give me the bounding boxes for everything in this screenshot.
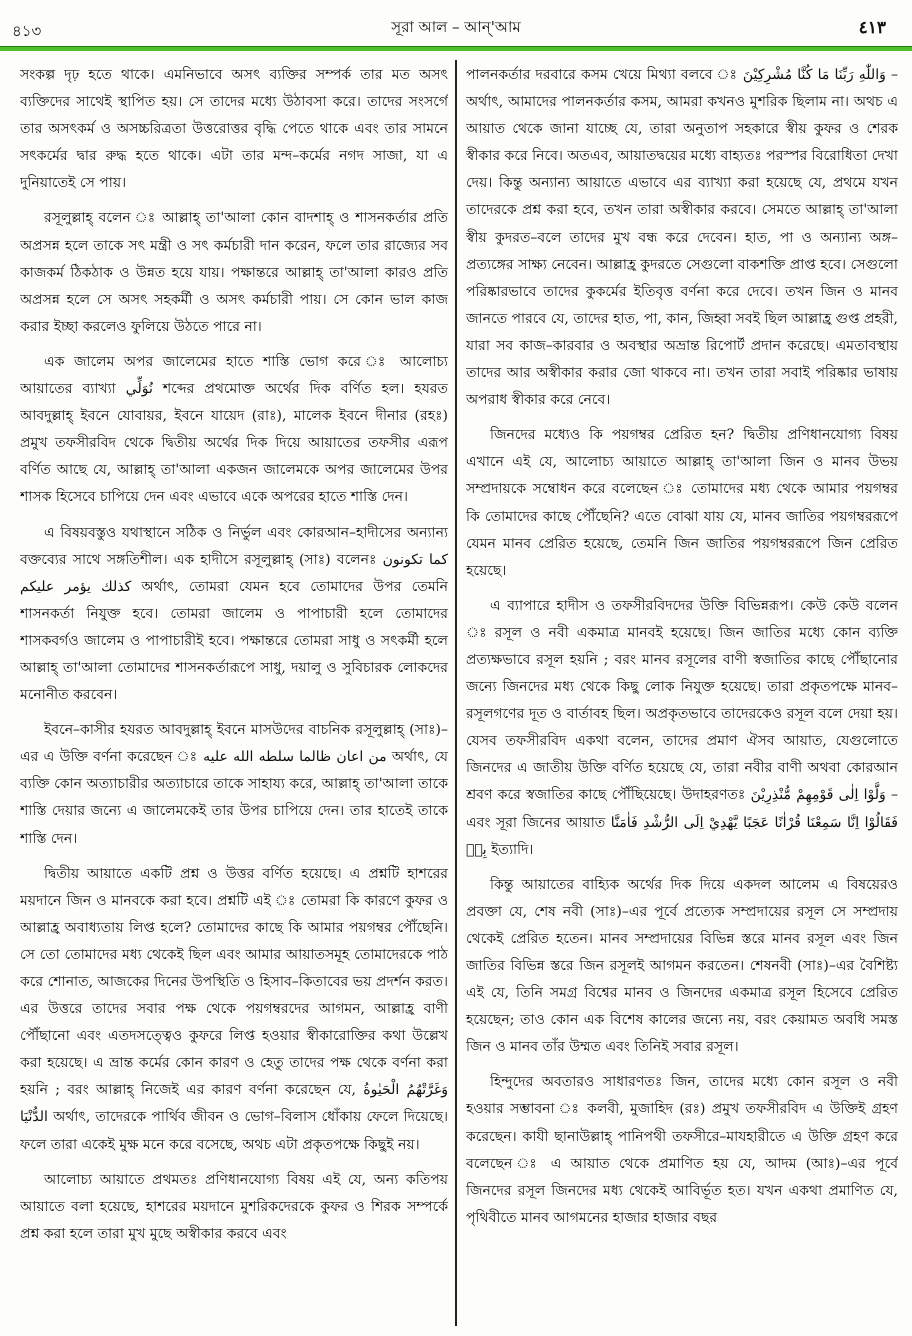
paragraph: কিন্তু আয়াতের বাহ্যিক অর্থের দিক দিয়ে একদল আলেম এ বিষয়েরও প্রবক্তা যে, শেষ নবী (সাঃ)–এর পূর্বে প্রত্যেক সম্প্রদায়ের রসূল সে সম্প্রদায় থেকেই প্রেরিত হতেন। মানব সম্প্রদায়ের বিভিন্ন স্তরে মানব রসূল এবং জিন জাতির বিভিন্ন স্তরে জিন রসূলই আগমন করতেন। শেষনবী (সাঃ)–এর বৈশিষ্ট্য এই যে, তিনি সমগ্র বিশ্বের মানব ও জিনদের একমাত্র রসূল হিসেবে প্রেরিত হয়েছেন; তাও কোন এক বিশেষ কালের জন্যে নয়, বরং কেয়ামত অবধি সমস্ত জিন ও মানব তাঁর উম্মত এবং তিনিই সবার রসূল। <box>466 876 898 1056</box>
paragraph: এ ব্যাপারে হাদীস ও তফসীরবিদদের উক্তি বিভিন্নরূপ। কেউ কেউ বলেন ঃ রসূল ও নবী একমাত্র মানবই হয়েছে। জিন জাতির মধ্যে কোন ব্যক্তি প্রত্যক্ষভাবে রসূল হয়নি ; বরং মানব রসূলের বাণী স্বজাতির কাছে পৌঁছানোর জন্যে জিনদের মধ্য থেকে কিছু লোক নিযুক্ত হয়েছে। তারা প্রকৃতপক্ষে মানব–রসূলগণের দূত ও বার্তাবহ ছিল। অপ্রকৃতভাবে তাদেরকেও রসূল বলে দেয়া হয়। যেসব তফসীরবিদ একথা বলেন, তাদের প্রমাণ ঐসব আয়াত, যেগুলোতে জিনদের এ জাতীয় উক্তি বর্ণিত হয়েছে যে, তারা নবীর বাণী অথবা কোরআন শ্রবণ করে স্বজাতির কাছে পৌঁছিয়েছে। উদাহরণতঃ وَلَّوْا اِلٰى قَوْمِهِمْ مُّنْذِرِيْنَ – এবং সূরা জিনের আয়াত فَقَالُوْا اِنَّا سَمِعْنَا قُرْاٰنًا عَجَبًا يَّهْدِيْ اِلَى الرُّشْدِ فَاٰمَنَّا بِهٖ ইত্যাদি। <box>466 597 898 858</box>
right-column <box>466 62 898 1330</box>
paragraph: এ বিষয়বস্তুও যথাস্থানে সঠিক ও নির্ভুল এবং কোরআন–হাদীসের অন্যান্য বক্তব্যের সাথে সঙ্গতিশীল। এক হাদীসে রসূলুল্লাহ্ (সাঃ) বলেনঃ كما تكونون كذلك يؤمر عليكم অর্থাৎ, তোমরা যেমন হবে তোমাদের উপর তেমনি শাসনকর্তা নিযুক্ত হবে। তোমরা জালেম ও পাপাচারী হলে তোমাদের শাসকবর্গও জালেম ও পাপাচারীই হবে। পক্ষান্তরে তোমরা সাধু ও সৎকর্মী হলে আল্লাহ্ তা'আলা তোমাদের শাসনকর্তারূপে সাধু, দয়ালু ও সুবিচারক লোকদের মনোনীত করবেন। <box>20 524 448 704</box>
paragraph: রসূলুল্লাহ্ বলেন ঃ আল্লাহ্ তা'আলা কোন বাদশাহ্ ও শাসনকর্তার প্রতি অপ্রসন্ন হলে তাকে সৎ মন্ত্রী ও সৎ কর্মচারী দান করেন, ফলে তার রাজ্যের সব কাজকর্ম ঠিকঠাক ও উন্নত হয়ে যায়। পক্ষান্তরে আল্লাহ্ তা'আলা কারও প্রতি অপ্রসন্ন হলে সে অসৎ সহকর্মী ও অসৎ কর্মচারী পায়। সে কোন ভাল কাজ করার ইচ্ছা করলেও ফুলিয়ে উঠতে পারে না। <box>20 210 448 335</box>
left-column <box>20 62 448 1330</box>
page-number-arabic: ٤١٣ <box>858 18 886 38</box>
paragraph: এক জালেম অপর জালেমের হাতে শাস্তি ভোগ করে ঃ আলোচ্য আয়াতের ব্যাখ্যা نُوَلِّي শব্দের প্রথমোক্ত অর্থের দিক বর্ণিত হল। হযরত আবদুল্লাহ্ ইবনে যোবায়র, ইবনে যায়েদ (রাঃ), মালেক ইবনে দীনার (রহঃ) প্রমুখ তফসীরবিদ থেকে দ্বিতীয় অর্থের দিক দিয়ে আয়াতের তফসীর এরূপ বর্ণিত আছে যে, আল্লাহ্ তা'আলা একজন জালেমকে অপর জালেমের উপর শাসক হিসেবে চাপিয়ে দেন এবং এভাবে একে অপরের হাতে শাস্তি দেন। <box>20 353 448 506</box>
paragraph: হিন্দুদের অবতারও সাধারণতঃ জিন, তাদের মধ্যে কোন রসূল ও নবী হওয়ার সম্ভাবনা ঃ কলবী, মুজাহিদ (রঃ) প্রমুখ তফসীরবিদ এ উক্তিই গ্রহণ করেছেন। কাযী ছানাউল্লাহ্ পানিপথী তফসীরে–মাযহারীতে এ উক্তি গ্রহণ করে বলেছেন ঃ এ আয়াত থেকে প্রমাণিত হয় যে, আদম (আঃ)–এর পূর্বে জিনদের রসূল জিনদের মধ্য থেকেই আবির্ভূত হত। যখন একথা প্রমাণিত যে, পৃথিবীতে মানব আগমনের হাজার হাজার বছর <box>466 1074 898 1226</box>
page-number-bengali: ৪১৩ <box>12 22 42 40</box>
paragraph: ইবনে–কাসীর হযরত আবদুল্লাহ্ ইবনে মাসউদের বাচনিক রসূলুল্লাহ্ (সাঃ)–এর এ উক্তি বর্ণনা করেছেন ঃ من اعان ظالما سلطه الله عليه অর্থাৎ, যে ব্যক্তি কোন অত্যাচারীর অত্যাচারে তাকে সাহায্য করে, আল্লাহ্ তা'আলা তাকে শাস্তি দেয়ার জন্যে এ জালেমকেই তার উপর চাপিয়ে দেন। তার হাতেই তাকে শাস্তি দেন। <box>20 722 448 847</box>
column-divider <box>455 60 457 1326</box>
running-title: সূরা আল – আন্'আম <box>391 18 521 36</box>
paragraph: আলোচ্য আয়াতে প্রথমতঃ প্রণিধানযোগ্য বিষয় এই যে, অন্য কতিপয় আয়াতে বলা হয়েছে, হাশরের ময়দানে মুশরিকদেরকে কুফর ও শিরক সম্পর্কে প্রশ্ন করা হলে তারা মুখ মুছে অস্বীকার করবে এবং <box>20 1171 448 1242</box>
paragraph: পালনকর্তার দরবারে কসম খেয়ে মিথ্যা বলবে ঃ وَاللّٰهِ رَبِّنَا مَا كُنَّا مُشْرِكِيْنَ – অর্থাৎ, আমাদের পালনকর্তার কসম, আমরা কখনও মুশরিক ছিলাম না। অথচ এ আয়াত থেকে জানা যাচ্ছে যে, তারা অনুতাপ সহকারে স্বীয় কুফর ও শেরক স্বীকার করে নিবে। অতএব, আয়াতদ্বয়ের মধ্যে বাহ্যতঃ পরস্পর বিরোধিতা দেখা দেয়। কিন্তু অন্যান্য আয়াতে এভাবে এর ব্যাখ্যা করা হয়েছে যে, প্রথমে যখন তাদেরকে প্রশ্ন করা হবে, তখন তারা অস্বীকার করবে। সেমতে আল্লাহ্ তা'আলা স্বীয় কুদরত–বলে তাদের মুখ বন্ধ করে দেবেন। হাত, পা ও অন্যান্য অঙ্গ–প্রত্যঙ্গের সাক্ষ্য নেবেন। আল্লাহ্র কুদরতে সেগুলো বাকশক্তি প্রাপ্ত হবে। সেগুলো পরিষ্কারভাবে তাদের কুকর্মের ইতিবৃত্ত বর্ণনা করে দেবে। তখন জিন ও মানব জানতে পারবে যে, তাদের হাত, পা, কান, জিহ্বা সবই ছিল আল্লাহ্র গুপ্ত প্রহরী, যারা সব কাজ–কারবার ও অবস্থার অভ্রান্ত রিপোর্ট প্রদান করেছে। এমতাবস্থায় তাদের আর অস্বীকার করার জো থাকবে না। তখন তারা সবাই পরিষ্কার ভাষায় অপরাধ স্বীকার করে নেবে। <box>466 67 898 409</box>
header-rule <box>0 46 912 51</box>
page-header <box>0 0 912 50</box>
paragraph: সংকল্প দৃঢ় হতে থাকে। এমনিভাবে অসৎ ব্যক্তির সম্পর্ক তার মত অসৎ ব্যক্তিদের সাথেই স্থাপিত হয়। সে তাদের মধ্যে উঠাবসা করে। তাদের সংসর্গে তার অসৎকর্ম ও অসচ্চরিত্রতা উত্তরোত্তর বৃদ্ধি পেতে থাকে এবং তার সামনে সৎকর্মের দ্বার রুদ্ধ হতে থাকে। এটা তার মন্দ–কর্মের নগদ সাজা, যা এ দুনিয়াতেই সে পায়। <box>20 67 448 192</box>
paragraph: জিনদের মধ্যেও কি পয়গম্বর প্রেরিত হন? দ্বিতীয় প্রণিধানযোগ্য বিষয় এখানে এই যে, আলোচ্য আয়াতে আল্লাহ্ তা'আলা জিন ও মানব উভয় সম্প্রদায়কে সম্বোধন করে বলেছেন ঃ তোমাদের মধ্য থেকে আমার পয়গম্বর কি তোমাদের কাছে পৌঁছেনি? এতে বোঝা যায় যে, মানব জাতির পয়গম্বররূপে যেমন মানব প্রেরিত হয়েছে, তেমনি জিন জাতির পয়গম্বররূপে জিন প্রেরিত হয়েছে। <box>466 427 898 579</box>
paragraph: দ্বিতীয় আয়াতে একটি প্রশ্ন ও উত্তর বর্ণিত হয়েছে। এ প্রশ্নটি হাশরের ময়দানে জিন ও মানবকে করা হবে। প্রশ্নটি এই ঃ তোমরা কি কারণে কুফর ও আল্লাহ্র অবাধ্যতায় লিপ্ত হলে? তোমাদের কাছে কি আমার পয়গম্বর পৌঁছেনি। সে তো তোমাদের মধ্য থেকেই ছিল এবং আমার আয়াতসমূহ তোমাদেরকে পাঠ করে শোনাত, আজকের দিনের উপস্থিতি ও হিসাব–কিতাবের ভয় প্রদর্শন করত। এর উত্তরে তাদের সবার পক্ষ থেকে পয়গম্বরদের আগমন, আল্লাহ্র বাণী পৌঁছানো এবং এতদসত্ত্বেও কুফরে লিপ্ত হওয়ার স্বীকারোক্তির কথা উল্লেখ করা হয়েছে। এ ভ্রান্ত কর্মের কোন কারণ ও হেতু তাদের পক্ষ থেকে বর্ণনা করা হয়নি ; বরং আল্লাহ্ নিজেই এর কারণ বর্ণনা করেছেন যে, وَغَرَّتْهُمُ الْحَيٰوةُ الدُّنْيَا অর্থাৎ, তাদেরকে পার্থিব জীবন ও ভোগ–বিলাস ধোঁকায় ফেলে দিয়েছে। ফলে তারা একেই মুক্ষ মনে করে বসেছে, অথচ এটা প্রকৃতপক্ষে কিছুই নয়। <box>20 865 448 1153</box>
